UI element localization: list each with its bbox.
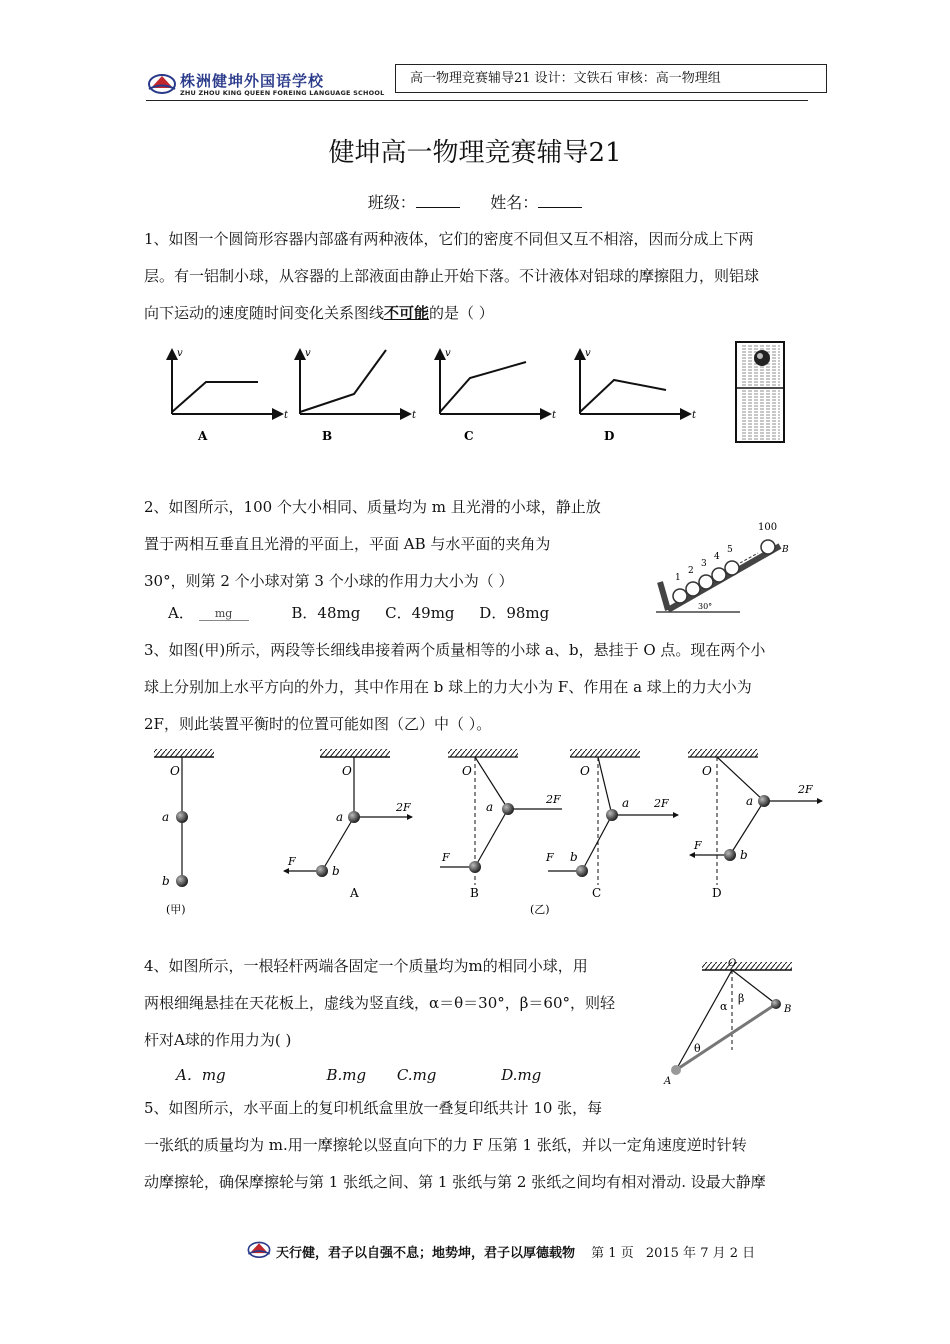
q1-label-c: C	[464, 429, 474, 443]
q4-option-a: A．mg	[176, 1066, 226, 1084]
q1-axis-t: t	[284, 410, 289, 421]
q1-graph-a	[172, 348, 289, 443]
q3-label-2f: 2F	[654, 797, 669, 810]
q3-label-yi: (乙)	[530, 903, 550, 916]
q1-line2: 层。有一铝制小球，从容器的上部液面由静止开始下落。不计液体对铝球的摩擦阻力，则铝球	[144, 267, 760, 285]
q2-figure	[650, 516, 800, 616]
q3-option-label-a: A	[350, 886, 359, 900]
q2-line1: 2、如图所示，100 个大小相同、质量均为 m 且光滑的小球，静止放	[144, 498, 601, 516]
q5-line2: 一张纸的质量均为 m.用一摩擦轮以竖直向下的力 F 压第 1 张纸，并以一定角速度逆时针转	[144, 1136, 747, 1154]
q1-axis-v: v	[445, 348, 451, 359]
q1-emphasis: 不可能	[384, 304, 430, 322]
q4-option-b: B.mg	[326, 1066, 367, 1084]
q1-figure	[160, 340, 820, 450]
q3-label-a: a	[162, 810, 170, 824]
q3-figure	[150, 745, 830, 925]
q4-label-theta: θ	[694, 1042, 701, 1055]
school-emblem-icon	[246, 1240, 272, 1258]
q3-label-a: a	[336, 810, 344, 824]
q1-container-figure	[736, 342, 784, 442]
name-label: 姓名：	[490, 193, 539, 212]
q1-line3	[144, 302, 494, 323]
q3-label-jia: (甲)	[166, 903, 186, 916]
q1-axis-t: t	[412, 410, 417, 421]
q3-label-b: b	[162, 874, 170, 888]
q1-graph-b	[300, 348, 417, 443]
q1-axis-t: t	[552, 410, 557, 421]
q1-line1: 1、如图一个圆筒形容器内部盛有两种液体，它们的密度不同但又互不相溶，因而分成上下两	[144, 230, 754, 248]
q3-option-label-d: D	[712, 886, 722, 900]
footer-page: 第 1 页	[591, 1246, 634, 1261]
q5-line3: 动摩擦轮，确保摩擦轮与第 1 张纸之间、第 1 张纸与第 2 张纸之间均有相对滑动. 设最大静摩	[144, 1173, 766, 1191]
q4-line3: 杆对A球的作用力为( )	[144, 1031, 292, 1049]
q2-line2: 置于两相互垂直且光滑的平面上，平面 AB 与水平面的夹角为	[144, 535, 551, 553]
q3-label-f: F	[442, 851, 450, 864]
q3-option-label-c: C	[592, 886, 602, 900]
name-blank[interactable]	[538, 193, 582, 208]
q2-label-100: 100	[758, 522, 778, 533]
q4-label-beta: β	[738, 992, 745, 1005]
q4-label-o: O	[728, 958, 737, 969]
q3-label-o: O	[170, 764, 180, 778]
q2-label-5: 5	[727, 545, 733, 555]
q3-label-a: a	[622, 796, 630, 810]
q3-label-o: O	[342, 764, 352, 778]
class-name-line	[0, 190, 950, 213]
q3-label-b: b	[332, 864, 340, 878]
q2-label-4: 4	[714, 552, 720, 562]
q3-label-a: a	[746, 794, 754, 808]
q3-label-a: a	[486, 800, 494, 814]
q3-line1: 3、如图(甲)所示，两段等长细线串接着两个质量相等的小球 a、b，悬挂于 O 点。现在两个小	[144, 641, 766, 659]
school-emblem-icon	[148, 72, 176, 94]
q3-line3: 2F，则此装置平衡时的位置可能如图（乙）中（ ）。	[144, 715, 492, 733]
q2-label-b: B	[782, 545, 789, 555]
q4-options	[176, 1064, 541, 1085]
q3-label-f: F	[694, 839, 702, 852]
q4-option-c: C.mg	[396, 1066, 437, 1084]
q1-axis-v: v	[177, 348, 183, 359]
footer-date: 2015 年 7 月 2 日	[645, 1246, 756, 1261]
q2-option-a-fraction: mg	[199, 607, 249, 621]
q2-option-d: D．98mg	[479, 604, 550, 622]
q4-figure	[650, 958, 810, 1088]
page-footer	[246, 1242, 755, 1261]
footer-motto: 天行健，君子以自强不息；地势坤，君子以厚德载物	[276, 1246, 576, 1261]
q1-label-d: D	[604, 429, 615, 443]
q2-line3: 30°，则第 2 个小球对第 3 个小球的作用力大小为（ ）	[144, 572, 514, 590]
page-title: 健坤高一物理竞赛辅导21	[328, 138, 622, 168]
q3-label-o: O	[580, 764, 590, 778]
q3-figure-jia	[154, 749, 214, 916]
class-label: 班级：	[367, 193, 416, 212]
q4-label-a: A	[664, 1076, 672, 1087]
q1-axis-t: t	[692, 410, 697, 421]
q2-option-a: A．	[168, 604, 194, 622]
q1-line3-post: 的是（ ）	[429, 304, 494, 322]
header-divider	[146, 100, 808, 101]
q3-option-a	[284, 749, 412, 900]
q2-label-2: 2	[688, 566, 694, 576]
q3-label-2f: 2F	[798, 783, 813, 796]
q3-line2: 球上分别加上水平方向的外力，其中作用在 b 球上的力大小为 F、作用在 a 球上的力大小为	[144, 678, 752, 696]
q2-label-1: 1	[675, 573, 681, 583]
q3-label-o: O	[462, 764, 472, 778]
q3-option-c	[545, 749, 678, 900]
q4-label-alpha: α	[720, 1000, 728, 1013]
q3-label-2f: 2F	[396, 801, 411, 814]
q5-line1: 5、如图所示，水平面上的复印机纸盒里放一叠复印纸共计 10 张，每	[144, 1099, 603, 1117]
q1-axis-v: v	[585, 348, 591, 359]
q4-option-d: D.mg	[501, 1066, 542, 1084]
q4-line2: 两根细绳悬挂在天花板上，虚线为竖直线，α＝θ＝30°，β＝60°，则轻	[144, 994, 616, 1012]
q1-graph-d	[580, 348, 697, 443]
q2-label-angle: 30°	[698, 602, 713, 611]
school-name-cn: 株洲健坤外国语学校	[180, 72, 325, 90]
q3-label-f: F	[546, 851, 554, 864]
q3-label-f: F	[288, 855, 296, 868]
school-name-en: ZHU ZHOU KING QUEEN FOREING LANGUAGE SCHOOL	[180, 89, 385, 97]
q2-options	[168, 602, 549, 623]
q2-label-3: 3	[701, 559, 707, 569]
q3-option-d	[688, 749, 822, 900]
q3-label-o: O	[702, 764, 712, 778]
q3-option-b	[440, 749, 562, 900]
q1-label-a: A	[198, 429, 208, 443]
school-logo	[148, 70, 385, 100]
q2-option-c: C．49mg	[385, 604, 455, 622]
q3-label-b: b	[570, 850, 578, 864]
q3-label-b: b	[740, 848, 748, 862]
q3-option-label-b: B	[470, 886, 479, 900]
q1-label-b: B	[322, 429, 333, 443]
q4-label-b: B	[784, 1004, 792, 1015]
q3-label-2f: 2F	[546, 793, 561, 806]
q2-option-b: B．48mg	[291, 604, 361, 622]
class-blank[interactable]	[416, 193, 460, 208]
header-info-box: 高一物理竞赛辅导21 设计：文铁石 审核：高一物理组	[395, 64, 827, 93]
q4-line1: 4、如图所示，一根轻杆两端各固定一个质量均为m的相同小球，用	[144, 957, 588, 975]
q1-axis-v: v	[305, 348, 311, 359]
q1-graph-c	[440, 348, 557, 443]
q1-line3-pre: 向下运动的速度随时间变化关系图线	[144, 304, 385, 322]
